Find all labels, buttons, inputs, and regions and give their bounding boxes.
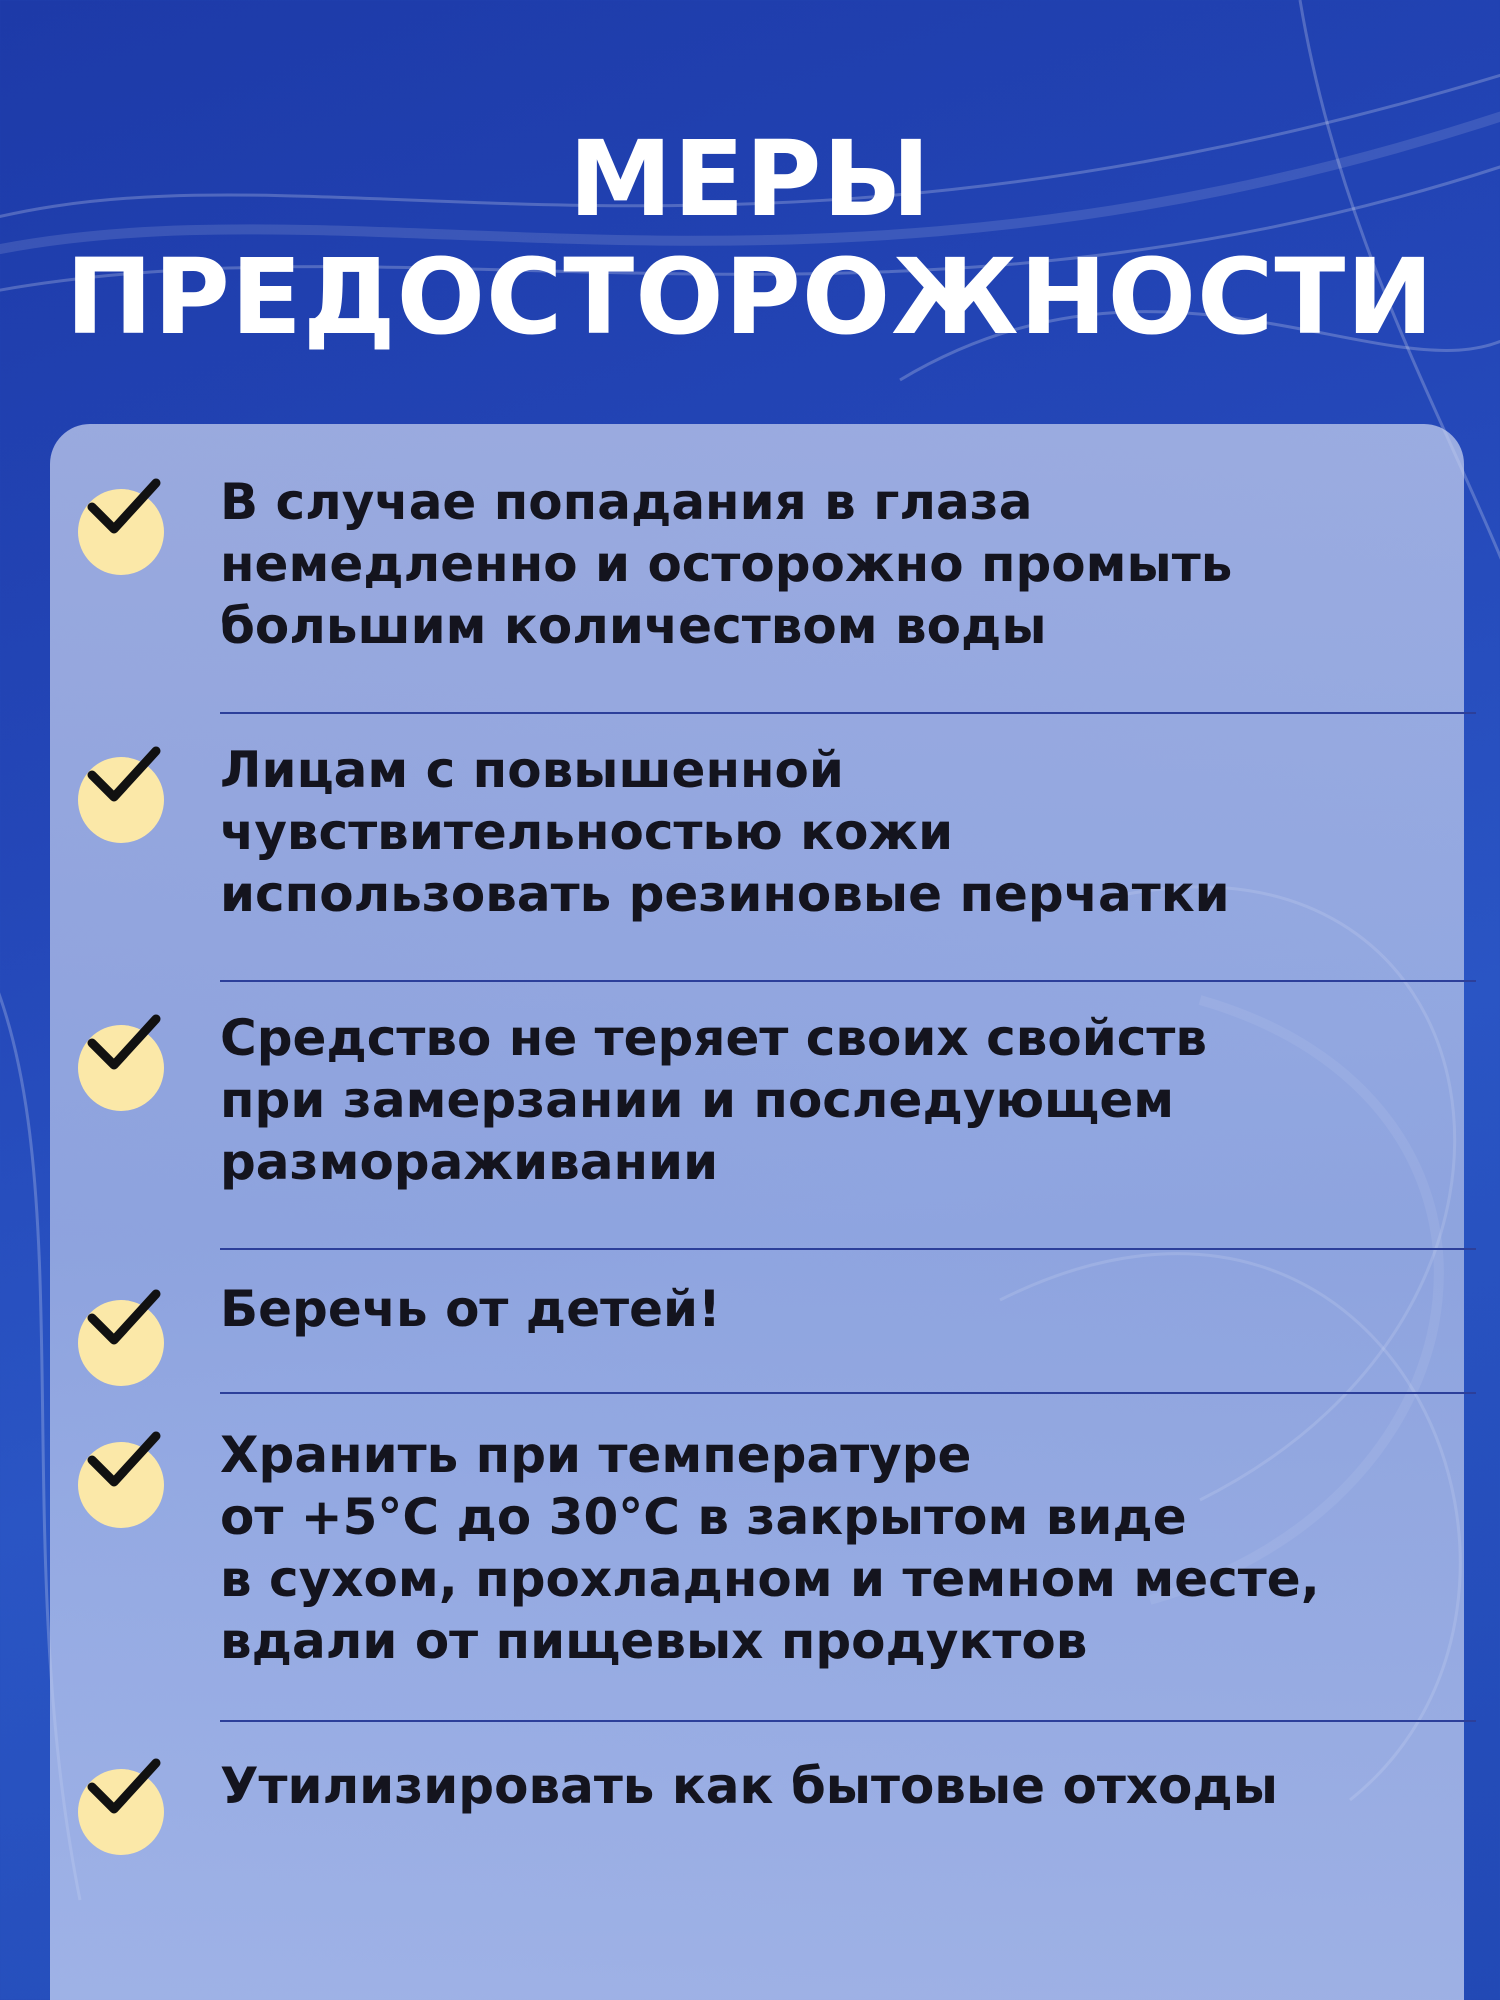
title-line-1: МЕРЫ	[568, 118, 932, 240]
divider	[220, 712, 1476, 714]
page-title	[0, 120, 1500, 356]
list-item-text: Средство не теряет своих свойств при замерзании и последующем размораживании	[220, 1009, 1207, 1191]
title-line-2: ПРЕДОСТОРОЖНОСТИ	[65, 236, 1435, 358]
divider	[220, 1248, 1476, 1250]
precautions-panel	[50, 424, 1464, 2000]
list-item-text: В случае попадания в глаза немедленно и осторожно промыть большим количеством воды	[220, 473, 1233, 655]
check-icon	[78, 1290, 166, 1378]
list-item-text: Хранить при температуре от +5°С до 30°С в закрытом виде в сухом, прохладном и темном месте, вдали от пищевых продуктов	[220, 1426, 1320, 1670]
list-item-text: Утилизировать как бытовые отходы	[220, 1757, 1279, 1815]
check-icon	[78, 479, 166, 567]
check-icon	[78, 1432, 166, 1520]
check-icon	[78, 1759, 166, 1847]
check-icon	[78, 1015, 166, 1103]
list-item-text: Лицам с повышенной чувствительностью кожи использовать резиновые перчатки	[220, 741, 1230, 923]
divider	[220, 980, 1476, 982]
divider	[220, 1392, 1476, 1394]
list-item-text: Беречь от детей!	[220, 1280, 721, 1338]
divider	[220, 1720, 1476, 1722]
check-icon	[78, 747, 166, 835]
